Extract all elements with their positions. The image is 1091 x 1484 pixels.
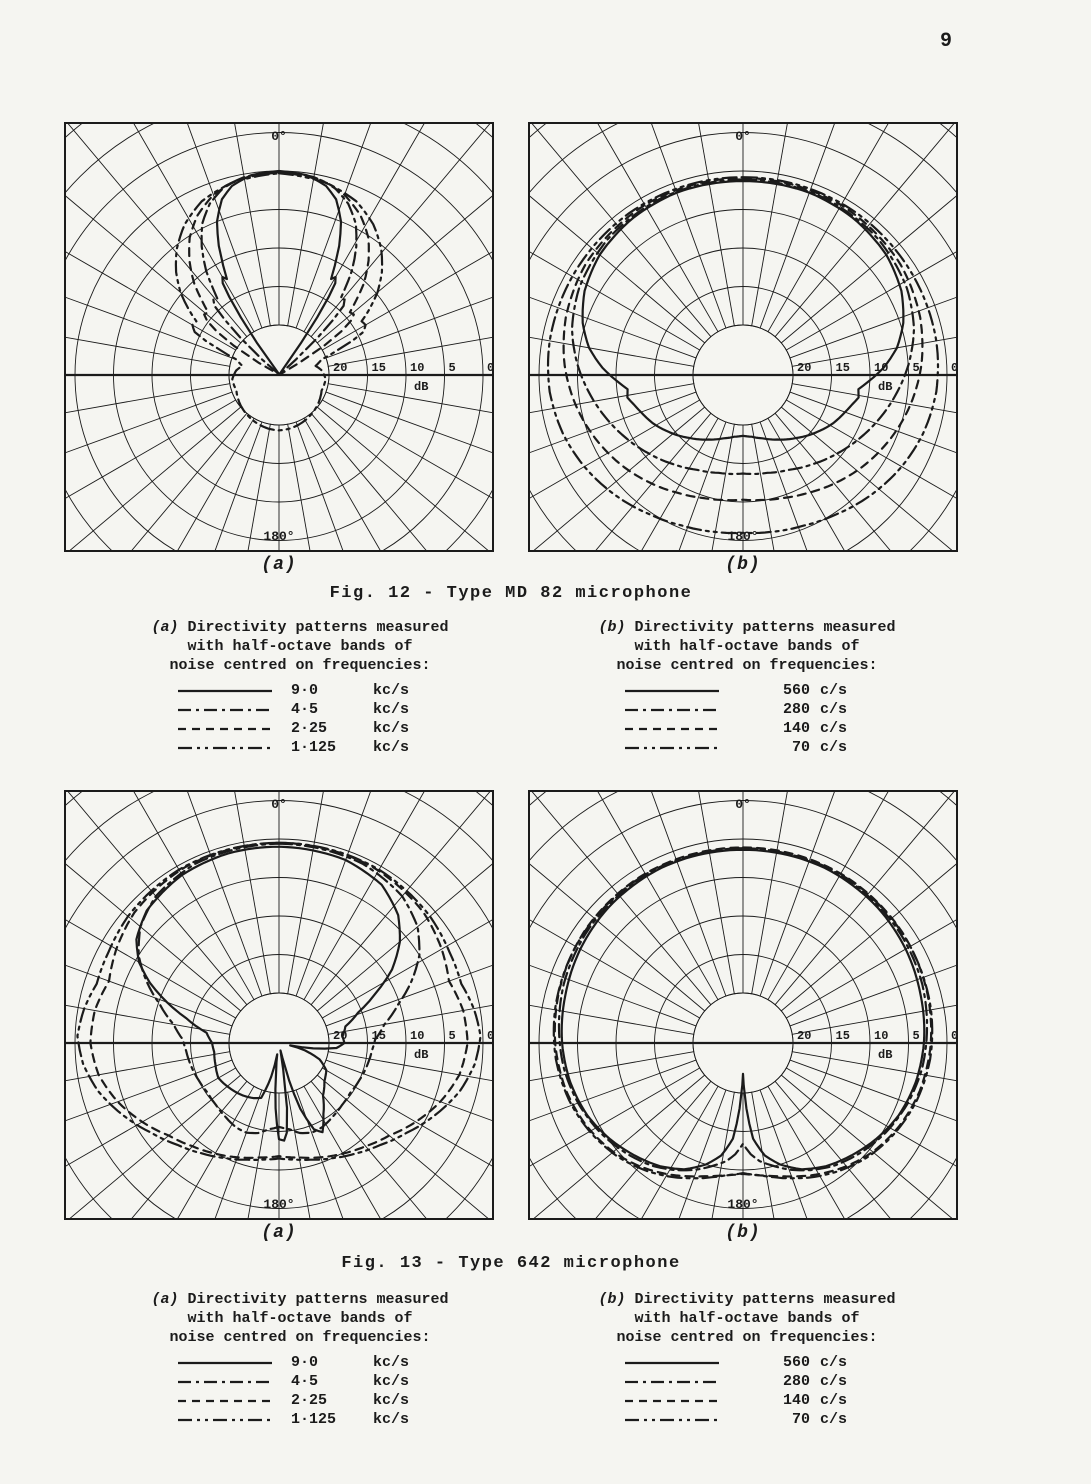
legend-heading-line: noise centred on frequencies: [616,657,878,674]
panel-tag: (a) [261,1223,297,1243]
legend-frequency-value: 70 [791,1411,810,1428]
legend-line-sample-dashed [175,719,275,738]
legend-heading-line: Directivity patterns measured [634,1291,896,1308]
legend-line-sample-dashed [622,1391,722,1410]
legend-line-sample-dashed [175,1391,275,1410]
polar-grid [528,122,958,552]
legend-heading [105,618,495,637]
legend-frequency-value: 2·25 [291,1392,328,1409]
db-unit-label: dB [878,380,893,394]
legend-entry [622,700,872,719]
legend-frequency-unit: c/s [820,1354,848,1371]
legend-frequency-value: 2·25 [291,720,328,737]
legend-heading-line: Directivity patterns measured [187,1291,449,1308]
legend-frequency-value: 280 [782,701,810,718]
db-tick-label: 10 [410,1029,425,1043]
angle-label-180deg: 180° [263,529,295,544]
legend-entry [175,1391,425,1410]
legend-frequency-value: 1·125 [291,1411,337,1428]
figure-13-caption: Fig. 13 - Type 642 microphone [341,1254,681,1273]
legend-line-sample-dashed [622,719,722,738]
legend-line-sample-solid [175,1353,275,1372]
db-tick-label: 15 [371,361,386,375]
legend-frequency-unit: kc/s [373,682,410,699]
polar-grid [528,790,958,1220]
angle-label-180deg: 180° [727,1197,759,1212]
angle-label-0deg: 0° [271,797,287,812]
legend-heading-line: with half-octave bands of [187,638,413,655]
legend-line-sample-dashdot [622,700,722,719]
legend-line-sample-dashdot [175,700,275,719]
db-unit-label: dB [414,380,429,394]
legend-line-sample-dashdot [622,1372,722,1391]
legend-entry [175,700,425,719]
db-tick-label: 15 [371,1029,386,1043]
db-tick-label: 5 [912,1029,920,1043]
db-tick-label: 5 [448,361,456,375]
legend-panel-letter: (b) [598,619,626,636]
legend-entry [175,719,425,738]
legend-entry [175,681,425,700]
legend-entry [175,738,425,757]
legend-heading-line: with half-octave bands of [634,638,860,655]
db-tick-label: 0 [951,361,958,375]
legend-frequency-value: 1·125 [291,739,337,756]
polar-plot-12b [528,122,958,575]
legend-frequency-value: 560 [782,682,810,699]
legend-heading-line: Directivity patterns measured [187,619,449,636]
legend-frequency-value: 70 [791,739,810,756]
legend-frequency-unit: c/s [820,1392,848,1409]
db-tick-label: 0 [487,361,494,375]
panel-tag: (a) [261,555,297,575]
legend-panel-letter: (a) [151,1291,179,1308]
legend-entry [622,1353,872,1372]
legend-frequency-value: 4·5 [291,701,319,718]
db-tick-label: 5 [448,1029,456,1043]
legend-entry [175,1410,425,1429]
db-tick-label: 20 [333,361,348,375]
db-tick-label: 0 [951,1029,958,1043]
legend-line-sample-dashdotdot [175,1410,275,1429]
db-tick-label: 20 [797,361,812,375]
polar-chart-13a [64,790,494,1220]
legend-entries [175,1353,425,1429]
db-tick-label: 10 [410,361,425,375]
legend-entries [175,681,425,757]
legend-line-sample-dashdotdot [622,738,722,757]
legend-frequency-value: 140 [782,720,810,737]
page-number: 9 [940,30,954,53]
legend-frequency-unit: kc/s [373,1373,410,1390]
legend-frequency-unit: c/s [820,739,848,756]
legend-frequency-unit: c/s [820,1411,848,1428]
db-unit-label: dB [878,1048,893,1062]
legend-heading-line: noise centred on frequencies: [169,1329,431,1346]
figure-12-caption: Fig. 12 - Type MD 82 microphone [329,584,693,603]
legend-frequency-value: 4·5 [291,1373,319,1390]
legend-frequency-unit: kc/s [373,739,410,756]
legend-line-sample-dashdotdot [622,1410,722,1429]
db-tick-label: 15 [835,361,850,375]
legend-12b [552,618,942,757]
legend-line-sample-solid [175,681,275,700]
legend-frequency-value: 9·0 [291,1354,319,1371]
legend-heading [552,1290,942,1309]
polar-grid [64,790,494,1220]
legend-panel-letter: (a) [151,619,179,636]
polar-plot-13b [528,790,958,1243]
legend-entry [622,738,872,757]
db-unit-label: dB [414,1048,429,1062]
legend-frequency-unit: c/s [820,682,848,699]
pattern-curve-solid [136,847,400,1141]
panel-tag: (b) [725,1223,761,1243]
legend-frequency-unit: kc/s [373,720,410,737]
angle-label-0deg: 0° [735,129,751,144]
legend-heading-line: Directivity patterns measured [634,619,896,636]
legend-heading [552,618,942,637]
legend-frequency-unit: kc/s [373,1392,410,1409]
legend-heading-line: noise centred on frequencies: [169,657,431,674]
legend-frequency-unit: kc/s [373,1354,410,1371]
panel-tag: (b) [725,555,761,575]
angle-label-180deg: 180° [263,1197,295,1212]
legend-line-sample-solid [622,681,722,700]
polar-chart-12a [64,122,494,552]
legend-frequency-unit: kc/s [373,701,410,718]
db-tick-label: 10 [874,361,889,375]
legend-frequency-value: 280 [782,1373,810,1390]
polar-grid [64,122,494,552]
legend-heading-line: with half-octave bands of [187,1310,413,1327]
legend-frequency-unit: c/s [820,1373,848,1390]
legend-entry [175,1353,425,1372]
polar-plot-13a [64,790,494,1243]
db-tick-label: 15 [835,1029,850,1043]
legend-heading [105,1290,495,1309]
legend-entry [622,1372,872,1391]
legend-panel-letter: (b) [598,1291,626,1308]
legend-line-sample-dashdot [175,1372,275,1391]
db-tick-label: 20 [333,1029,348,1043]
polar-plot-12a [64,122,494,575]
angle-label-180deg: 180° [727,529,759,544]
legend-frequency-unit: kc/s [373,1411,410,1428]
angle-label-0deg: 0° [735,797,751,812]
legend-entry [622,681,872,700]
legend-line-sample-dashdotdot [175,738,275,757]
legend-13a [105,1290,495,1429]
legend-entry [622,1410,872,1429]
db-tick-label: 5 [912,361,920,375]
legend-frequency-value: 560 [782,1354,810,1371]
legend-entry [622,719,872,738]
legend-frequency-unit: c/s [820,720,848,737]
legend-heading-line: with half-octave bands of [634,1310,860,1327]
db-tick-label: 0 [487,1029,494,1043]
polar-chart-13b [528,790,958,1220]
legend-heading-line: noise centred on frequencies: [616,1329,878,1346]
legend-line-sample-solid [622,1353,722,1372]
legend-entry [622,1391,872,1410]
legend-13b [552,1290,942,1429]
polar-chart-12b [528,122,958,552]
legend-entries [622,1353,872,1429]
angle-label-0deg: 0° [271,129,287,144]
legend-frequency-unit: c/s [820,701,848,718]
legend-entry [175,1372,425,1391]
legend-entries [622,681,872,757]
legend-frequency-value: 9·0 [291,682,319,699]
legend-12a [105,618,495,757]
legend-frequency-value: 140 [782,1392,810,1409]
db-tick-label: 10 [874,1029,889,1043]
db-tick-label: 20 [797,1029,812,1043]
